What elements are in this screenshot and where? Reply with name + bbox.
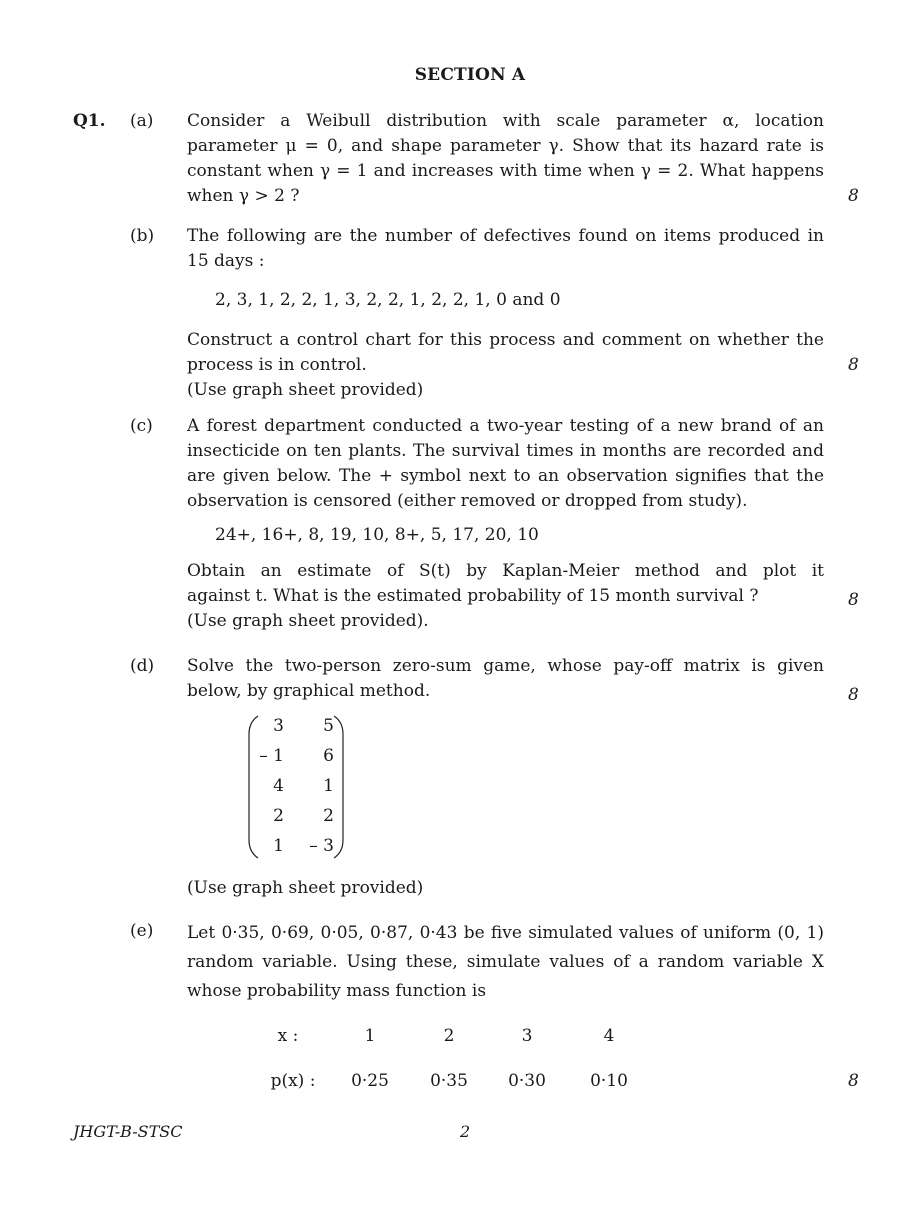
page-number: 2 bbox=[460, 1122, 471, 1141]
part-d-text bbox=[187, 654, 824, 704]
part-c-data: 24+, 16+, 8, 19, 10, 8+, 5, 17, 20, 10 bbox=[215, 525, 539, 545]
part-c-text-2 bbox=[187, 559, 824, 634]
part-e-line: whose probability mass function is bbox=[187, 981, 487, 1001]
paper-code: JHGT-B-STSC bbox=[73, 1122, 183, 1141]
pmf-x-label: x : bbox=[277, 1026, 299, 1046]
part-e-marks: 8 bbox=[848, 1071, 859, 1091]
part-d-line: below, by graphical method. bbox=[187, 681, 431, 701]
part-d-line: Solve the two-person zero-sum game, whose pay-off matrix is given bbox=[187, 656, 824, 676]
part-c-line: insecticide on ten plants. The survival times in months are recorded and bbox=[187, 441, 824, 461]
part-c-line: A forest department conducted a two-year testing of a new brand of an bbox=[187, 416, 824, 436]
part-c-label: (c) bbox=[130, 416, 153, 436]
pmf-p-value: 0·25 bbox=[351, 1071, 389, 1091]
matrix-cell: 2 bbox=[323, 806, 334, 826]
pmf-x-value: 4 bbox=[603, 1026, 615, 1046]
part-b-note: (Use graph sheet provided) bbox=[187, 380, 424, 400]
part-b-line: 15 days : bbox=[187, 251, 265, 271]
part-b-marks: 8 bbox=[848, 355, 859, 375]
matrix-cell: – 3 bbox=[309, 836, 334, 856]
part-a-line: parameter μ = 0, and shape parameter γ. Show that its hazard rate is bbox=[187, 136, 824, 156]
part-b-text bbox=[187, 224, 824, 274]
matrix-cell: 3 bbox=[273, 716, 284, 736]
part-a-label: (a) bbox=[130, 111, 154, 131]
matrix-cell: 2 bbox=[273, 806, 284, 826]
part-b-line: Construct a control chart for this process and comment on whether the bbox=[187, 330, 824, 350]
part-e-text bbox=[187, 919, 824, 1006]
part-b-data: 2, 3, 1, 2, 2, 1, 3, 2, 2, 1, 2, 2, 1, 0 and 0 bbox=[215, 290, 561, 310]
pmf-p-value: 0·30 bbox=[508, 1071, 546, 1091]
payoff-matrix bbox=[248, 714, 344, 860]
part-c-line: are given below. The + symbol next to an observation signifies that the bbox=[187, 466, 824, 486]
part-c-line: observation is censored (either removed or dropped from study). bbox=[187, 491, 748, 511]
pmf-p-value: 0·35 bbox=[430, 1071, 468, 1091]
part-e-label: (e) bbox=[130, 921, 154, 941]
pmf-p-value: 0·10 bbox=[590, 1071, 628, 1091]
part-c-note: (Use graph sheet provided). bbox=[187, 611, 429, 631]
matrix-cell: 4 bbox=[273, 776, 284, 796]
part-e-line: random variable. Using these, simulate values of a random variable X bbox=[187, 952, 824, 972]
pmf-x-value: 2 bbox=[443, 1026, 455, 1046]
pmf-x-value: 3 bbox=[521, 1026, 533, 1046]
part-c-text bbox=[187, 414, 824, 514]
matrix-cell: 6 bbox=[323, 746, 334, 766]
matrix-cell: 5 bbox=[323, 716, 334, 736]
part-a-line: Consider a Weibull distribution with scale parameter α, location bbox=[187, 111, 824, 131]
part-a-line: constant when γ = 1 and increases with time when γ = 2. What happens bbox=[187, 161, 824, 181]
matrix-cell: 1 bbox=[323, 776, 334, 796]
part-d-marks: 8 bbox=[848, 685, 859, 705]
part-a-line: when γ > 2 ? bbox=[187, 186, 300, 206]
part-c-line: against t. What is the estimated probability of 15 month survival ? bbox=[187, 586, 759, 606]
pmf-p-label: p(x) : bbox=[270, 1071, 316, 1091]
part-a-text bbox=[187, 109, 824, 209]
part-c-marks: 8 bbox=[848, 590, 859, 610]
part-e-line: Let 0·35, 0·69, 0·05, 0·87, 0·43 be five simulated values of uniform (0, 1) bbox=[187, 923, 824, 943]
part-b-line: process is in control. bbox=[187, 355, 367, 375]
part-b-text-2 bbox=[187, 328, 824, 403]
section-title: SECTION A bbox=[414, 65, 526, 85]
question-number: Q1. bbox=[73, 111, 106, 131]
part-c-line: Obtain an estimate of S(t) by Kaplan-Meier method and plot it bbox=[187, 561, 824, 581]
part-d-note: (Use graph sheet provided) bbox=[187, 878, 424, 898]
part-b-label: (b) bbox=[130, 226, 155, 246]
matrix-cell: – 1 bbox=[259, 746, 284, 766]
pmf-x-value: 1 bbox=[364, 1026, 376, 1046]
matrix-cell: 1 bbox=[273, 836, 284, 856]
part-a-marks: 8 bbox=[848, 186, 859, 206]
part-b-line: The following are the number of defectives found on items produced in bbox=[187, 226, 824, 246]
part-d-label: (d) bbox=[130, 656, 155, 676]
